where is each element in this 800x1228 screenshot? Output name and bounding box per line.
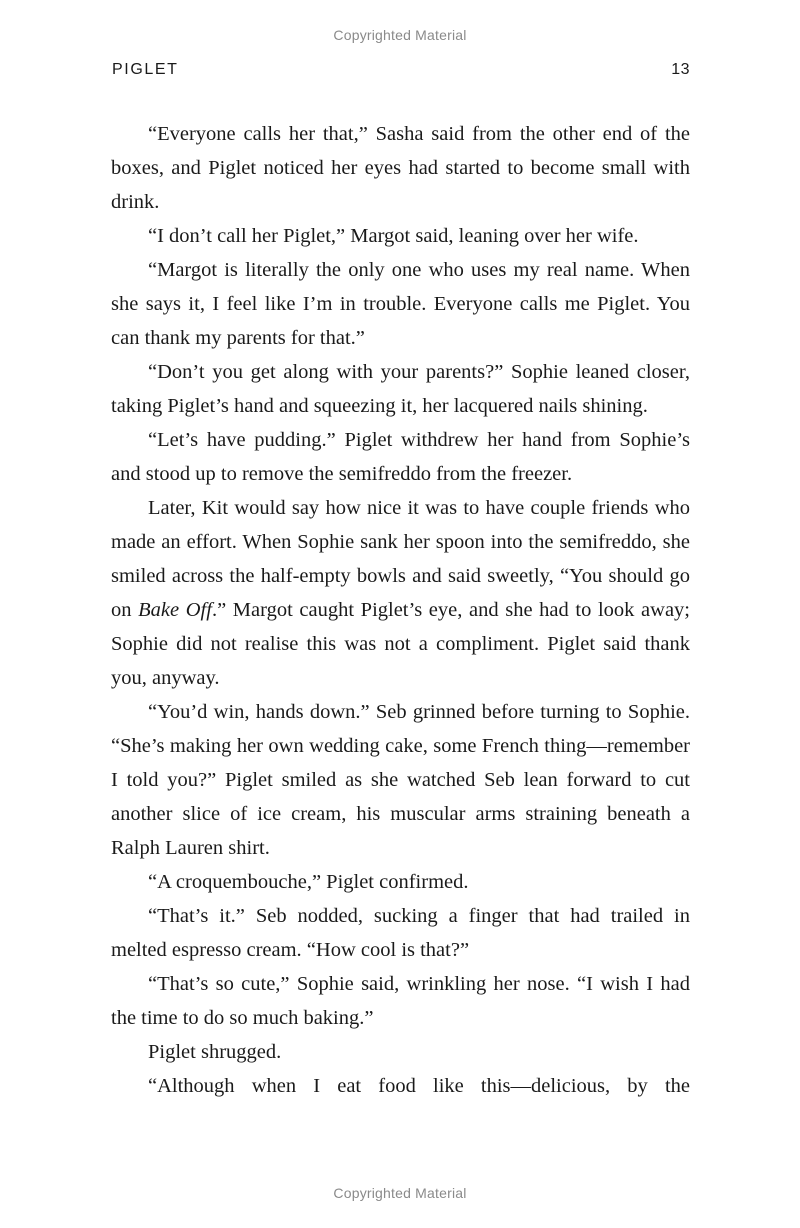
paragraph: “A croquembouche,” Piglet confirmed. [148, 871, 469, 893]
paragraph: Piglet shrugged. [148, 1041, 282, 1063]
paragraph: “Although when I eat food like this—delicious, by the [148, 1075, 690, 1097]
paragraph: “I don’t call her Piglet,” Margot said, leaning over her wife. [148, 225, 639, 247]
paragraph-text: .” Margot caught Piglet’s eye, and she had to look away; Sophie did not realise this was not a compliment. Piglet said thank you, anyway. [111, 599, 691, 689]
paragraph: “That’s so cute,” Sophie said, wrinkling her nose. “I wish I had the time to do so much baking.” [111, 973, 690, 1029]
running-title: PIGLET [112, 61, 179, 78]
book-title-italic: Bake Off [138, 599, 212, 621]
paragraph [111, 491, 690, 695]
paragraph: “You’d win, hands down.” Seb grinned before turning to Sophie. “She’s making her own wedding cake, some French thing—remember I told you?” Piglet smiled as she watched Seb lean forward to cut another slice of ice cream, his muscular arms straining beneath a Ralph Lauren shirt. [111, 701, 690, 859]
paragraph: “Let’s have pudding.” Piglet withdrew her hand from Sophie’s and stood up to remove the semifreddo from the freezer. [111, 429, 690, 485]
paragraph: “Margot is literally the only one who uses my real name. When she says it, I feel like I’m in trouble. Everyone calls me Piglet. You can thank my parents for that.” [111, 259, 690, 349]
paragraph-text: Later, Kit would say how nice it was to have couple friends who made an effort. When Sophie sank her spoon into the semifreddo, she smiled across the half-empty bowls and said sweetly, “You should go on [111, 497, 690, 621]
copyright-watermark-top: Copyrighted Material [333, 27, 467, 43]
copyright-watermark-bottom: Copyrighted Material [333, 1185, 467, 1201]
page-number: 13 [671, 61, 690, 78]
body-text [111, 117, 690, 1103]
paragraph: “That’s it.” Seb nodded, sucking a finger that had trailed in melted espresso cream. “How cool is that?” [111, 905, 690, 961]
paragraph: “Don’t you get along with your parents?” Sophie leaned closer, taking Piglet’s hand and squeezing it, her lacquered nails shining. [111, 361, 690, 417]
running-header [112, 61, 690, 79]
paragraph: “Everyone calls her that,” Sasha said from the other end of the boxes, and Piglet noticed her eyes had started to become small with drink. [111, 123, 690, 213]
